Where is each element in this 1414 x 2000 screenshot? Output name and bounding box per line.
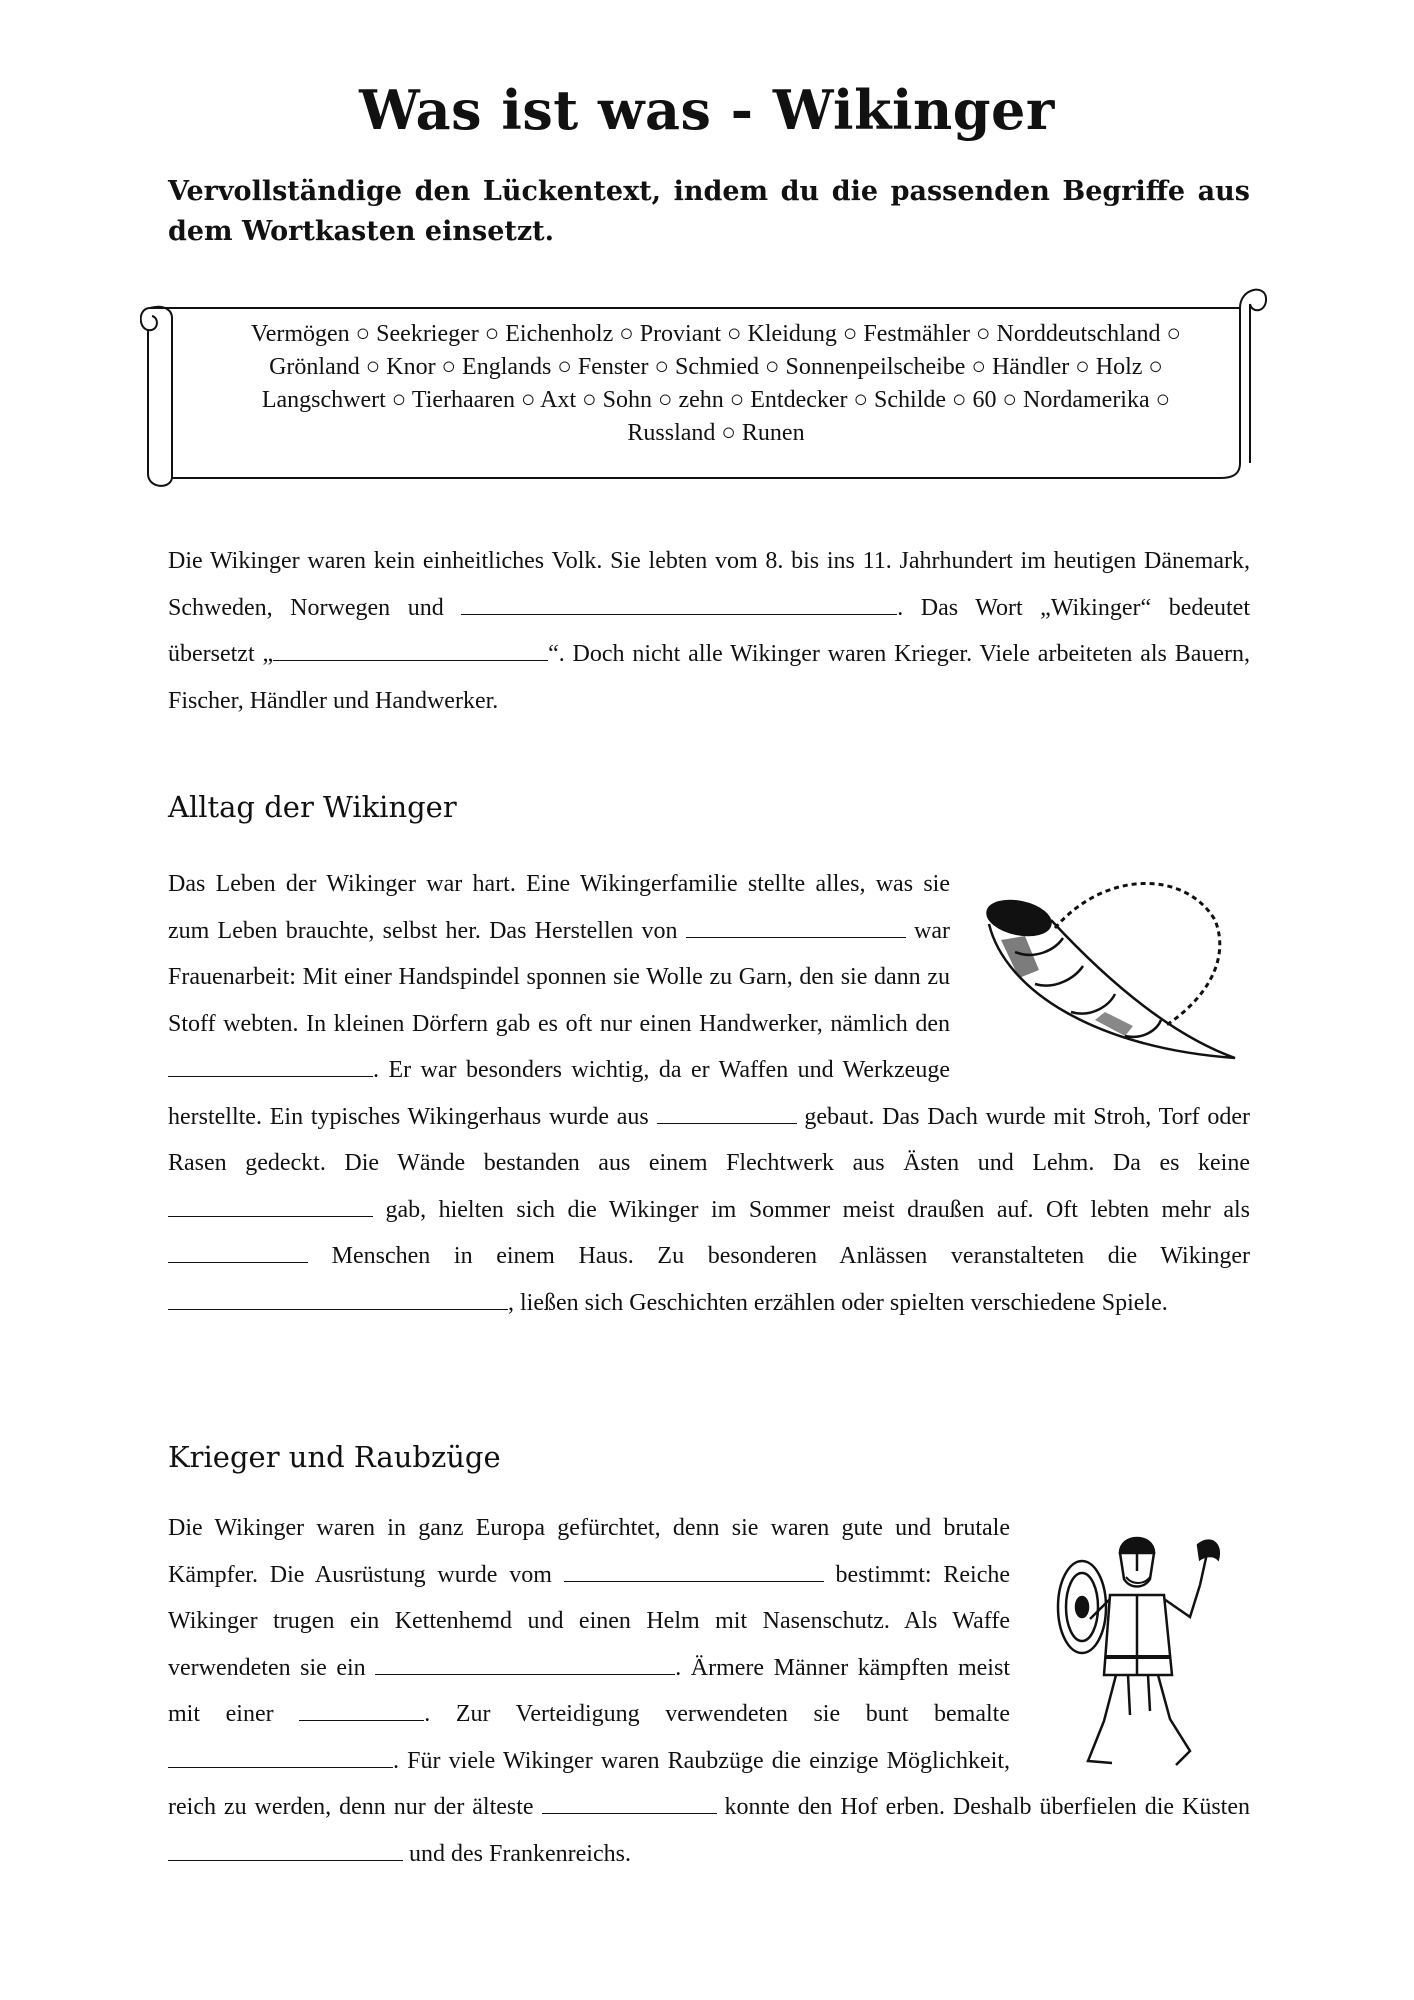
intro-paragraph: [168, 538, 1250, 724]
text-run: konnte den Hof erben. Deshalb überfielen die Küsten: [716, 1794, 1251, 1820]
viking-warrior-icon: [1050, 1525, 1220, 1770]
answer-blank[interactable]: [686, 915, 906, 938]
text-run: , ließen sich Geschichten erzählen oder spielten verschiedene Spiele.: [508, 1289, 1168, 1316]
text-run: . Das Wort „Wikinger“ bedeutet übersetzt „: [168, 594, 1250, 667]
answer-blank[interactable]: [299, 1698, 424, 1721]
word-box-line: Russland ○ Runen: [627, 420, 805, 446]
answer-blank[interactable]: [168, 1745, 393, 1768]
section-heading-alltag: Alltag der Wikinger: [168, 790, 457, 824]
text-run: Menschen in einem Haus. Zu besonderen Anlässen veranstalteten die Wikinger: [308, 1243, 1250, 1269]
answer-blank[interactable]: [168, 1194, 373, 1217]
text-run: . Ärmere Männer kämpften meist mit einer: [168, 1654, 1010, 1727]
answer-blank[interactable]: [657, 1101, 797, 1124]
text-run: und des Frankenreichs.: [403, 1840, 631, 1867]
text-run: . Für viele Wikinger waren Raubzüge die einzige Möglichkeit, reich zu werden, denn nur der älteste: [168, 1747, 1010, 1820]
page-title: Was ist was - Wikinger: [359, 78, 1055, 142]
text-run: bestimmt: Reiche Wikinger trugen ein Kettenhemd und einen Helm mit Nasenschutz. Als Waffe verwendeten sie ein: [168, 1561, 1010, 1681]
answer-blank[interactable]: [273, 638, 548, 661]
answer-blank[interactable]: [461, 592, 897, 615]
drinking-horn-icon: [975, 880, 1255, 1080]
text-run: “. Doch nicht alle Wikinger waren Krieger. Viele arbeiteten als Bauern, Fischer, Händler und Handwerker.: [168, 641, 1250, 714]
answer-blank[interactable]: [168, 1240, 308, 1263]
section-heading-krieger: Krieger und Raubzüge: [168, 1440, 501, 1474]
answer-blank[interactable]: [542, 1791, 717, 1814]
text-run: . Er war besonders wichtig, da er Waffen und Werkzeuge herstellte. Ein typisches Wikingerhaus wurde aus: [168, 1057, 950, 1130]
text-run: . Zur Verteidigung verwendeten sie bunt bemalte: [424, 1701, 1010, 1727]
answer-blank[interactable]: [168, 1838, 403, 1861]
text-run: Die Wikinger waren in ganz Europa gefürchtet, denn sie waren gute und brutale Kämpfer. Die Ausrüstung wurde vom: [168, 1515, 1010, 1588]
word-box-line: Vermögen ○ Seekrieger ○ Eichenholz ○ Proviant ○ Kleidung ○ Festmähler ○ Norddeutschland ○: [251, 321, 1181, 347]
answer-blank[interactable]: [168, 1287, 508, 1310]
answer-blank[interactable]: [564, 1559, 824, 1582]
text-run: Das Leben der Wikinger war hart. Eine Wikingerfamilie stellte alles, was sie zum Leben brauchte, selbst her. Das Herstellen von: [168, 871, 950, 944]
text-run: gebaut. Das Dach wurde mit Stroh, Torf oder Rasen gedeckt. Die Wände bestanden aus einem Flechtwerk aus Ästen und Lehm. Da es keine: [168, 1103, 1250, 1176]
instruction-text: Vervollständige den Lückentext, indem du die passenden Begriffe aus dem Wortkasten einsetzt.: [168, 176, 1250, 247]
answer-blank[interactable]: [375, 1652, 675, 1675]
text-run: Die Wikinger waren kein einheitliches Volk. Sie lebten vom 8. bis ins 11. Jahrhundert im heutigen Dänemark, Schweden, Norwegen und: [168, 548, 1250, 621]
text-run: gab, hielten sich die Wikinger im Sommer meist draußen auf. Oft lebten mehr als: [373, 1196, 1250, 1223]
word-box-line: Langschwert ○ Tierhaaren ○ Axt ○ Sohn ○ zehn ○ Entdecker ○ Schilde ○ 60 ○ Nordamerika ○: [261, 387, 1171, 413]
word-box-scroll: [140, 278, 1270, 494]
answer-blank[interactable]: [168, 1054, 373, 1077]
text-run: war Frauenarbeit: Mit einer Handspindel sponnen sie Wolle zu Garn, den sie dann zu Stoff webten. In kleinen Dörfern gab es oft nur einen Handwerker, nämlich den: [168, 917, 950, 1037]
word-box: [196, 318, 1236, 450]
word-box-line: Grönland ○ Knor ○ Englands ○ Fenster ○ Schmied ○ Sonnenpeilscheibe ○ Händler ○ Holz ○: [269, 354, 1163, 380]
